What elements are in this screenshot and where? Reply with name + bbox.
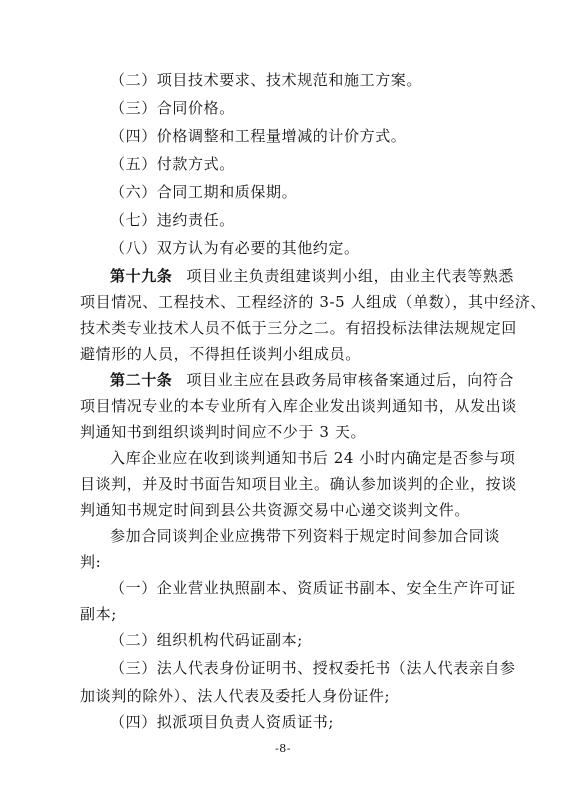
article-heading: 第二十条 — [110, 371, 173, 389]
document-page: （二）项目技术要求、技术规范和施工方案。 （三）合同价格。 （四）价格调整和工程量增减的计价方式。 （五）付款方式。 （六）合同工期和质保期。 （七）违约责任。 （八）双方认为有必要的其他约定。 第十九条 项目业主负责组建谈判小组，由业主代表等熟悉 项目情况、工程技术、工程经济的 3-5 人组成（单数），其中经济、 技术类专业技术人员不低于三分之二。有招投标法律法规规定回 避情形的人员，不得担任谈判小组成员。 第二十条 项目业主应在县政务局审核备案通过后，向符合 项目情况专业的本专业所有入库企业发出谈判通知书，从发出谈 判通知书到组织谈判时间应不少于 3 天。 入库企业应在收到谈判通知书后 24 小时内确定是否参与项 目谈判，并及时书面告知项目业主。确认参加谈判的企业，按谈 判通知书规定时间到县公共资源交易中心递交谈判文件。 参加合同谈判企业应携带下列资料于规定时间参加合同谈 判: （一）企业营业执照副本、资质证书副本、安全生产许可证 副本; （二）组织机构代码证副本; （三）法人代表身份证明书、授权委托书（法人代表亲自参 加谈判的除外）、法人代表及委托人身份证件; -8- （四）拟派项目负责人资质证书; — [0, 0, 566, 800]
page-number: -8- — [275, 742, 291, 755]
article-heading: 第十九条 — [110, 267, 173, 285]
